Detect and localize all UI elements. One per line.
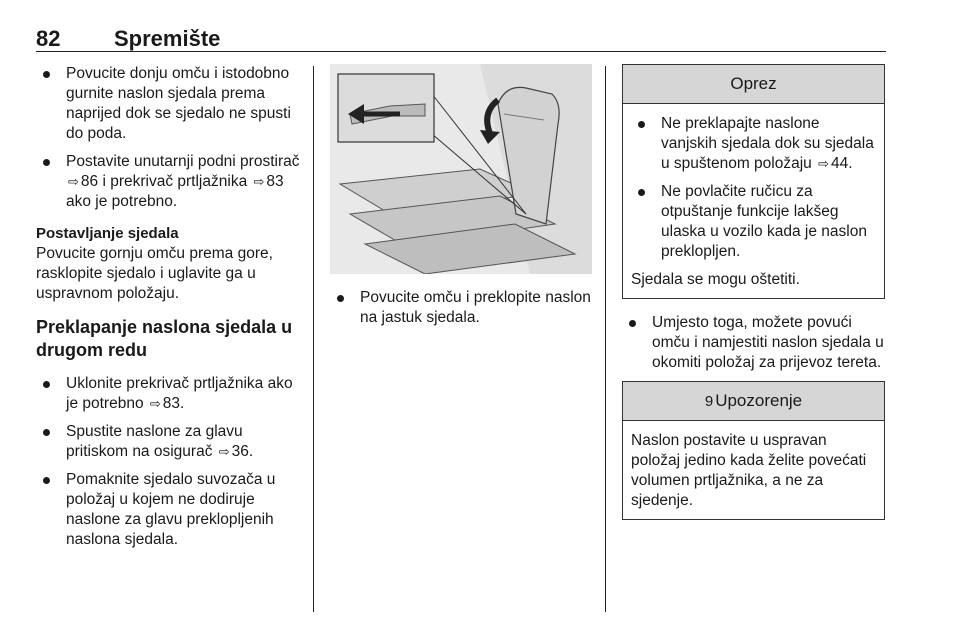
page-reference-arrow-icon: ⇨ xyxy=(149,396,161,411)
page-title: Spremište xyxy=(114,26,221,51)
subheading: Postavljanje sjedala xyxy=(36,225,179,242)
list-item-text: Povucite donju omču i istodobno gurnite naslon sjedala prema naprijed dok se sjedalo ne spusti do poda. xyxy=(66,65,291,142)
warning-box xyxy=(622,381,885,520)
list-item xyxy=(36,64,300,144)
page-reference-arrow-icon: ⇨ xyxy=(818,156,830,171)
bullet-icon xyxy=(337,295,344,302)
page-reference-arrow-icon: ⇨ xyxy=(68,174,79,189)
bullet-icon xyxy=(638,189,645,196)
page-reference: 86 xyxy=(80,173,99,190)
warning-header xyxy=(623,382,884,421)
bullet-icon xyxy=(43,429,50,436)
column-divider xyxy=(605,66,606,612)
list-item-text: Postavite unutarnji podni prostirač xyxy=(66,153,300,170)
list-item-text: Pomaknite sjedalo suvozača u položaj u kojem ne dodiruje naslone za glavu preklopljenih naslona sjedala. xyxy=(66,471,276,548)
list-item xyxy=(330,288,592,328)
page-header xyxy=(36,26,886,52)
list-item-text: Uklonite prekrivač prtljažnika ako je potrebno xyxy=(66,375,293,412)
page-reference: 83. xyxy=(162,395,185,412)
list-item-text: i prekrivač prtljažnika xyxy=(102,173,248,190)
list-item-text: ako je potrebno. xyxy=(66,193,178,210)
page-reference: 44. xyxy=(831,155,853,172)
list-item-text: Ne preklapajte naslone vanjskih sjedala dok su sjedala u spuštenom položaju xyxy=(661,115,874,172)
bullet-icon xyxy=(638,121,645,128)
column-left xyxy=(36,64,300,558)
warning-body xyxy=(623,421,884,519)
paragraph: Povucite gornju omču prema gore, rasklopite sjedalo i uglavite ga u uspravnom položaju. xyxy=(36,245,273,302)
bullet-icon xyxy=(43,71,50,78)
list-item xyxy=(631,182,876,262)
bullet-list xyxy=(631,114,876,262)
list-item-text: Ne povlačite ručicu za otpuštanje funkcije lakšeg ulaska u vozilo kada je naslon preklopljen. xyxy=(661,183,867,260)
column-divider xyxy=(313,66,314,612)
column-middle xyxy=(330,64,592,336)
list-item xyxy=(631,114,876,174)
list-item xyxy=(36,422,300,462)
bullet-icon xyxy=(43,381,50,388)
seat-illustration-graphic xyxy=(330,64,592,274)
warning-title: Upozorenje xyxy=(715,391,803,410)
header-rule xyxy=(36,51,886,52)
caution-title: Oprez xyxy=(623,65,884,104)
list-item-text: Umjesto toga, možete povući omču i namjestiti naslon sjedala u okomiti položaj za prijevoz tereta. xyxy=(652,314,884,371)
list-item xyxy=(622,313,885,373)
bullet-icon xyxy=(629,320,636,327)
seat-folding-illustration xyxy=(330,64,592,274)
caution-box xyxy=(622,64,885,299)
bullet-list xyxy=(36,374,300,550)
page-number: 82 xyxy=(36,26,61,51)
column-right xyxy=(622,64,885,534)
page-reference-arrow-icon: ⇨ xyxy=(253,174,265,189)
bullet-list xyxy=(36,64,300,212)
list-item xyxy=(36,470,300,550)
page-reference-arrow-icon: ⇨ xyxy=(218,444,230,459)
caution-body xyxy=(623,104,884,298)
bullet-icon xyxy=(43,159,50,166)
caution-note: Sjedala se mogu oštetiti. xyxy=(631,271,800,288)
section-heading: Preklapanje naslona sjedala u drugom redu xyxy=(36,317,293,360)
list-item xyxy=(36,152,300,212)
page-reference: 83 xyxy=(266,173,284,190)
warning-text: Naslon postavite u uspravan položaj jedino kada želite povećati volumen prtljažnika, a ne za sjedenje. xyxy=(631,432,867,509)
warning-triangle-icon: 9 xyxy=(704,393,714,410)
list-item-text: Spustite naslone za glavu pritiskom na osigurač xyxy=(66,423,243,460)
list-item-text: Povucite omču i preklopite naslon na jastuk sjedala. xyxy=(360,289,591,326)
list-item xyxy=(36,374,300,414)
bullet-list xyxy=(330,288,592,328)
page-reference: 36. xyxy=(231,443,254,460)
bullet-icon xyxy=(43,477,50,484)
bullet-list xyxy=(622,313,885,373)
